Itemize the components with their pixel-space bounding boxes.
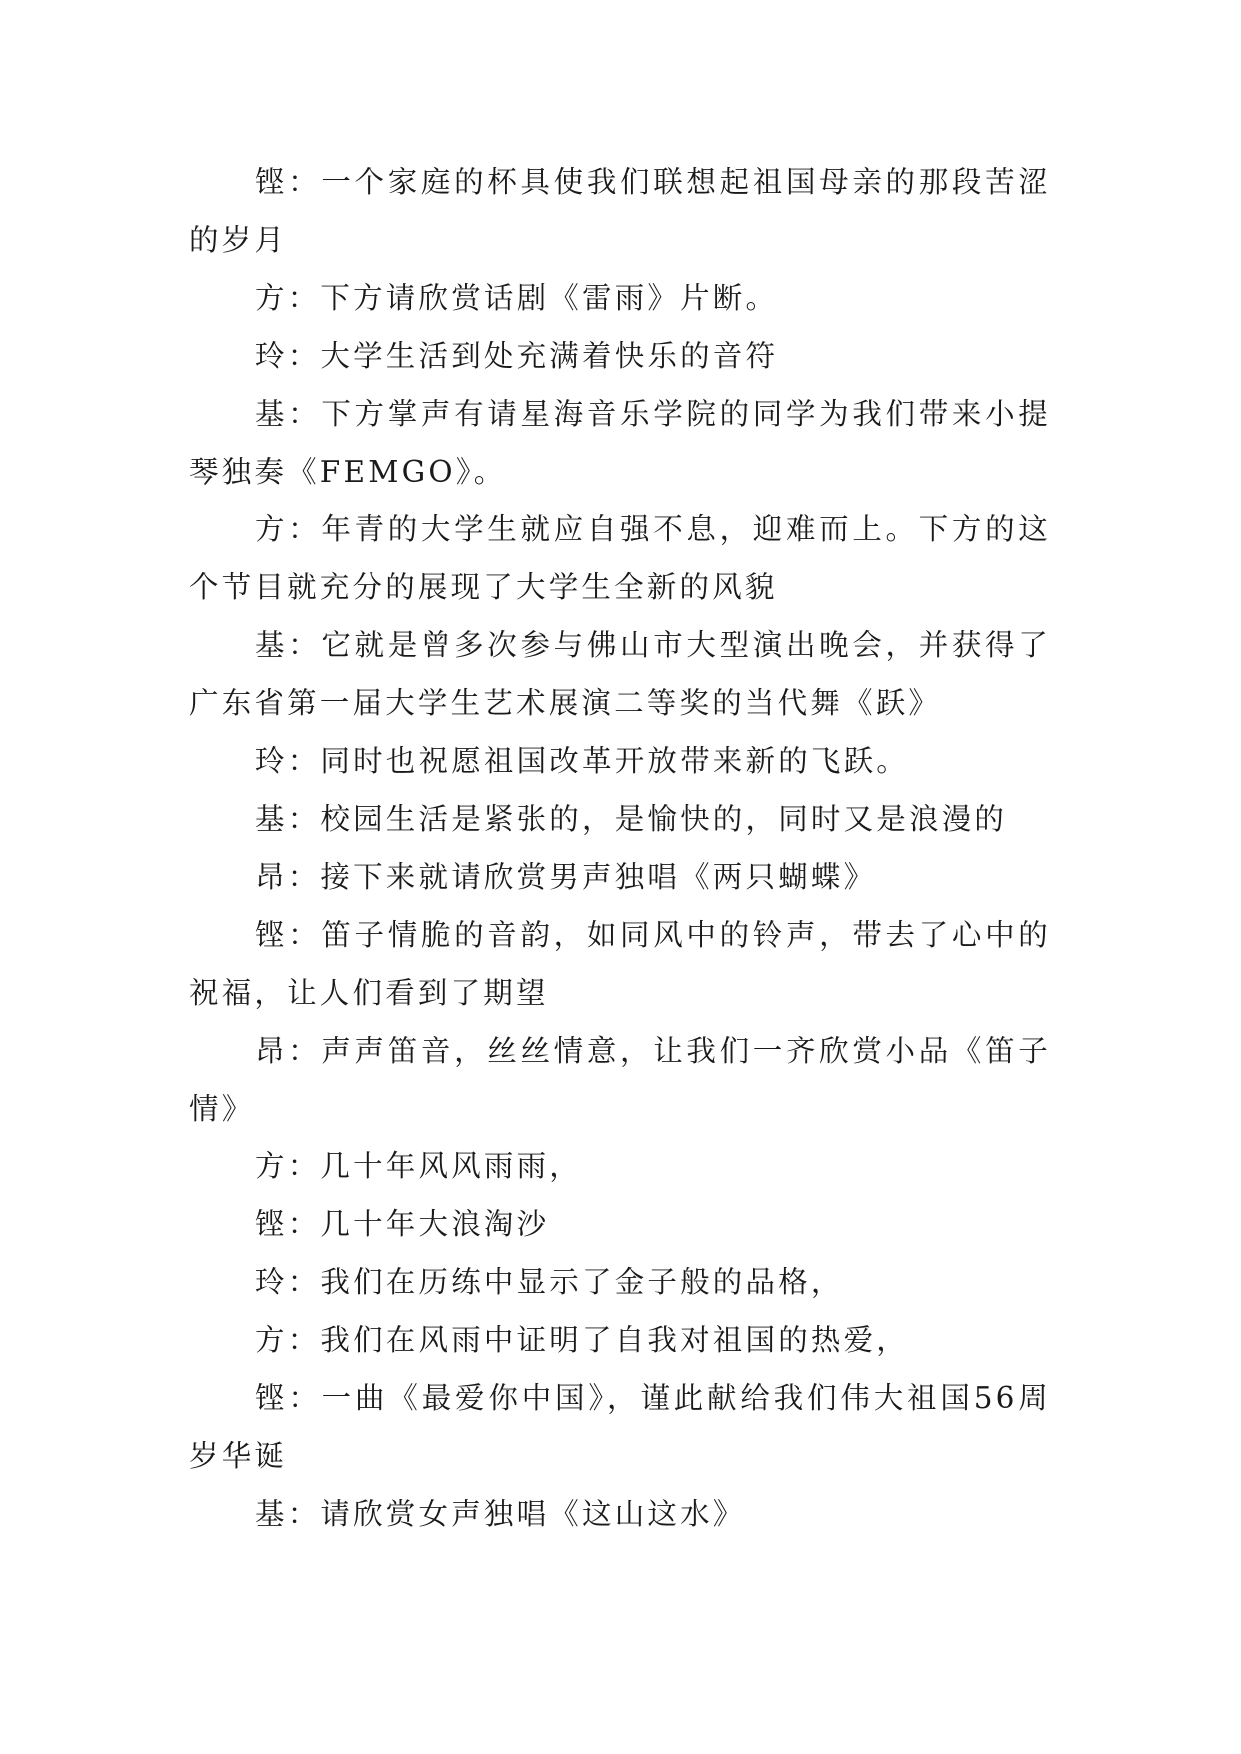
- paragraph-7: 玲：同时也祝愿祖国改革开放带来新的飞跃。: [255, 744, 910, 779]
- paragraph-12: 方：几十年风风雨雨，: [255, 1149, 583, 1184]
- paragraph-17: 基：请欣赏女声独唱《这山这水》: [255, 1496, 746, 1531]
- paragraph-1: 铿：一个家庭的杯具使我们联想起祖国母亲的那段苦涩的岁月: [189, 165, 1051, 257]
- paragraph-8: 基：校园生活是紧张的，是愉快的，同时又是浪漫的: [255, 801, 1008, 836]
- paragraph-15: 方：我们在风雨中证明了自我对祖国的热爱，: [255, 1323, 910, 1358]
- paragraph-6: 基：它就是曾多次参与佛山市大型演出晚会，并获得了广东省第一届大学生艺术展演二等奖的当代舞《跃》: [189, 628, 1051, 721]
- paragraph-16: 铿：一曲《最爱你中国》，谨此献给我们伟大祖国56周岁华诞: [189, 1381, 1051, 1473]
- paragraph-11: 昂：声声笛音，丝丝情意，让我们一齐欣赏小品《笛子情》: [189, 1033, 1051, 1126]
- paragraph-3: 玲：大学生活到处充满着快乐的音符: [255, 338, 779, 373]
- paragraph-9: 昂：接下来就请欣赏男声独唱《两只蝴蝶》: [255, 859, 877, 894]
- paragraph-13: 铿：几十年大浪淘沙: [255, 1207, 550, 1242]
- paragraph-5: 方：年青的大学生就应自强不息，迎难而上。下方的这个节目就充分的展现了大学生全新的风貌: [189, 512, 1051, 605]
- paragraph-14: 玲：我们在历练中显示了金子般的品格，: [255, 1265, 844, 1300]
- paragraph-2: 方：下方请欣赏话剧《雷雨》片断。: [255, 280, 779, 315]
- document-body: [189, 154, 1051, 1544]
- paragraph-4: 基：下方掌声有请星海音乐学院的同学为我们带来小提琴独奏《FEMGO》。: [189, 396, 1051, 489]
- paragraph-10: 铿：笛子情脆的音韵，如同风中的铃声，带去了心中的祝福，让人们看到了期望: [189, 917, 1051, 1010]
